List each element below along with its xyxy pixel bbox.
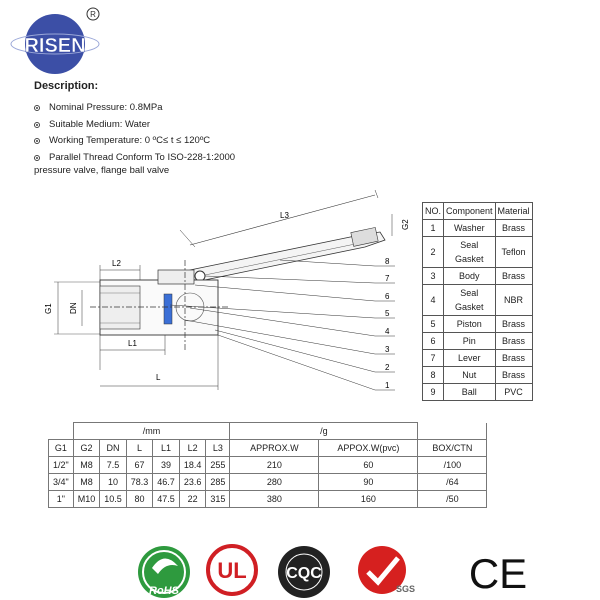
- table-row: 3/4" M8 10 78.3 46.7 23.6 285 280 90 /64: [49, 474, 487, 491]
- svg-text:CQC: CQC: [286, 565, 322, 582]
- unit-g: /g: [230, 423, 418, 440]
- table-row: 4 Seal Gasket NBR: [423, 285, 533, 316]
- spec-item: Parallel Thread Conform To ISO-228-1:2000: [34, 150, 235, 167]
- label-g1: G1: [44, 303, 53, 314]
- header-component: Component: [444, 203, 496, 220]
- unit-mm: /mm: [73, 423, 230, 440]
- table-row: 8 Nut Brass: [423, 367, 533, 384]
- table-row: 3 Body Brass: [423, 268, 533, 285]
- spec-item: Nominal Pressure: 0.8MPa: [34, 100, 235, 117]
- label-l: L: [156, 373, 161, 382]
- label-g2: G2: [401, 219, 410, 230]
- table-row: 6 Pin Brass: [423, 333, 533, 350]
- valve-technical-drawing: [30, 190, 422, 405]
- svg-text:CE: CE: [468, 550, 528, 597]
- label-l3: L3: [280, 211, 289, 220]
- rohs-icon: [138, 546, 190, 598]
- spec-list: [34, 100, 235, 166]
- table-row: 1 Washer Brass: [423, 220, 533, 237]
- label-l1: L1: [128, 339, 137, 348]
- piston-blue: [164, 294, 172, 324]
- ce-icon: [469, 550, 527, 597]
- extra-description: pressure valve, flange ball valve: [34, 165, 170, 176]
- parts-header-row: [423, 203, 533, 220]
- callout-2: 2: [385, 363, 390, 372]
- callout-4: 4: [385, 327, 390, 336]
- sgs-icon: [358, 546, 415, 594]
- logo-text: RISEN: [24, 35, 86, 57]
- risen-logo: [8, 6, 103, 78]
- bullet-icon: [34, 138, 40, 144]
- label-l2: L2: [112, 259, 121, 268]
- bullet-icon: [34, 155, 40, 161]
- svg-text:RoHS: RoHS: [149, 585, 179, 597]
- callout-5: 5: [385, 309, 390, 318]
- table-row: 5 Piston Brass: [423, 316, 533, 333]
- svg-text:R: R: [90, 10, 96, 19]
- description-title: Description:: [34, 80, 99, 92]
- table-row: 1" M10 10.5 80 47.5 22 315 380 160 /50: [49, 491, 487, 508]
- table-row: 7 Lever Brass: [423, 350, 533, 367]
- bullet-icon: [34, 105, 40, 111]
- svg-text:SGS: SGS: [396, 584, 416, 594]
- bullet-icon: [34, 122, 40, 128]
- certification-logos: [0, 540, 600, 600]
- table-row: 2 Seal Gasket Teflon: [423, 237, 533, 268]
- table-row: 9 Ball PVC: [423, 384, 533, 401]
- unit-row: [49, 423, 487, 440]
- parts-table: [422, 202, 533, 401]
- callout-7: 7: [385, 274, 390, 283]
- ul-icon: [208, 546, 256, 594]
- callout-3: 3: [385, 345, 390, 354]
- dimensions-table: [48, 422, 487, 508]
- callout-6: 6: [385, 292, 390, 301]
- callout-8: 8: [385, 257, 390, 266]
- label-dn: DN: [69, 302, 78, 314]
- dims-header-row: G1 G2 DN L L1 L2 L3 APPROX.W APPOX.W(pvc) BOX/CTN: [49, 440, 487, 457]
- table-row: 1/2" M8 7.5 67 39 18.4 255 210 60 /100: [49, 457, 487, 474]
- spec-item: Working Temperature: 0 ºC≤ t ≤ 120ºC: [34, 133, 235, 150]
- svg-text:UL: UL: [217, 558, 247, 583]
- spec-item: Suitable Medium: Water: [34, 117, 235, 134]
- cqc-icon: [278, 546, 330, 598]
- header-no: NO.: [423, 203, 444, 220]
- callout-1: 1: [385, 381, 390, 390]
- header-material: Material: [495, 203, 532, 220]
